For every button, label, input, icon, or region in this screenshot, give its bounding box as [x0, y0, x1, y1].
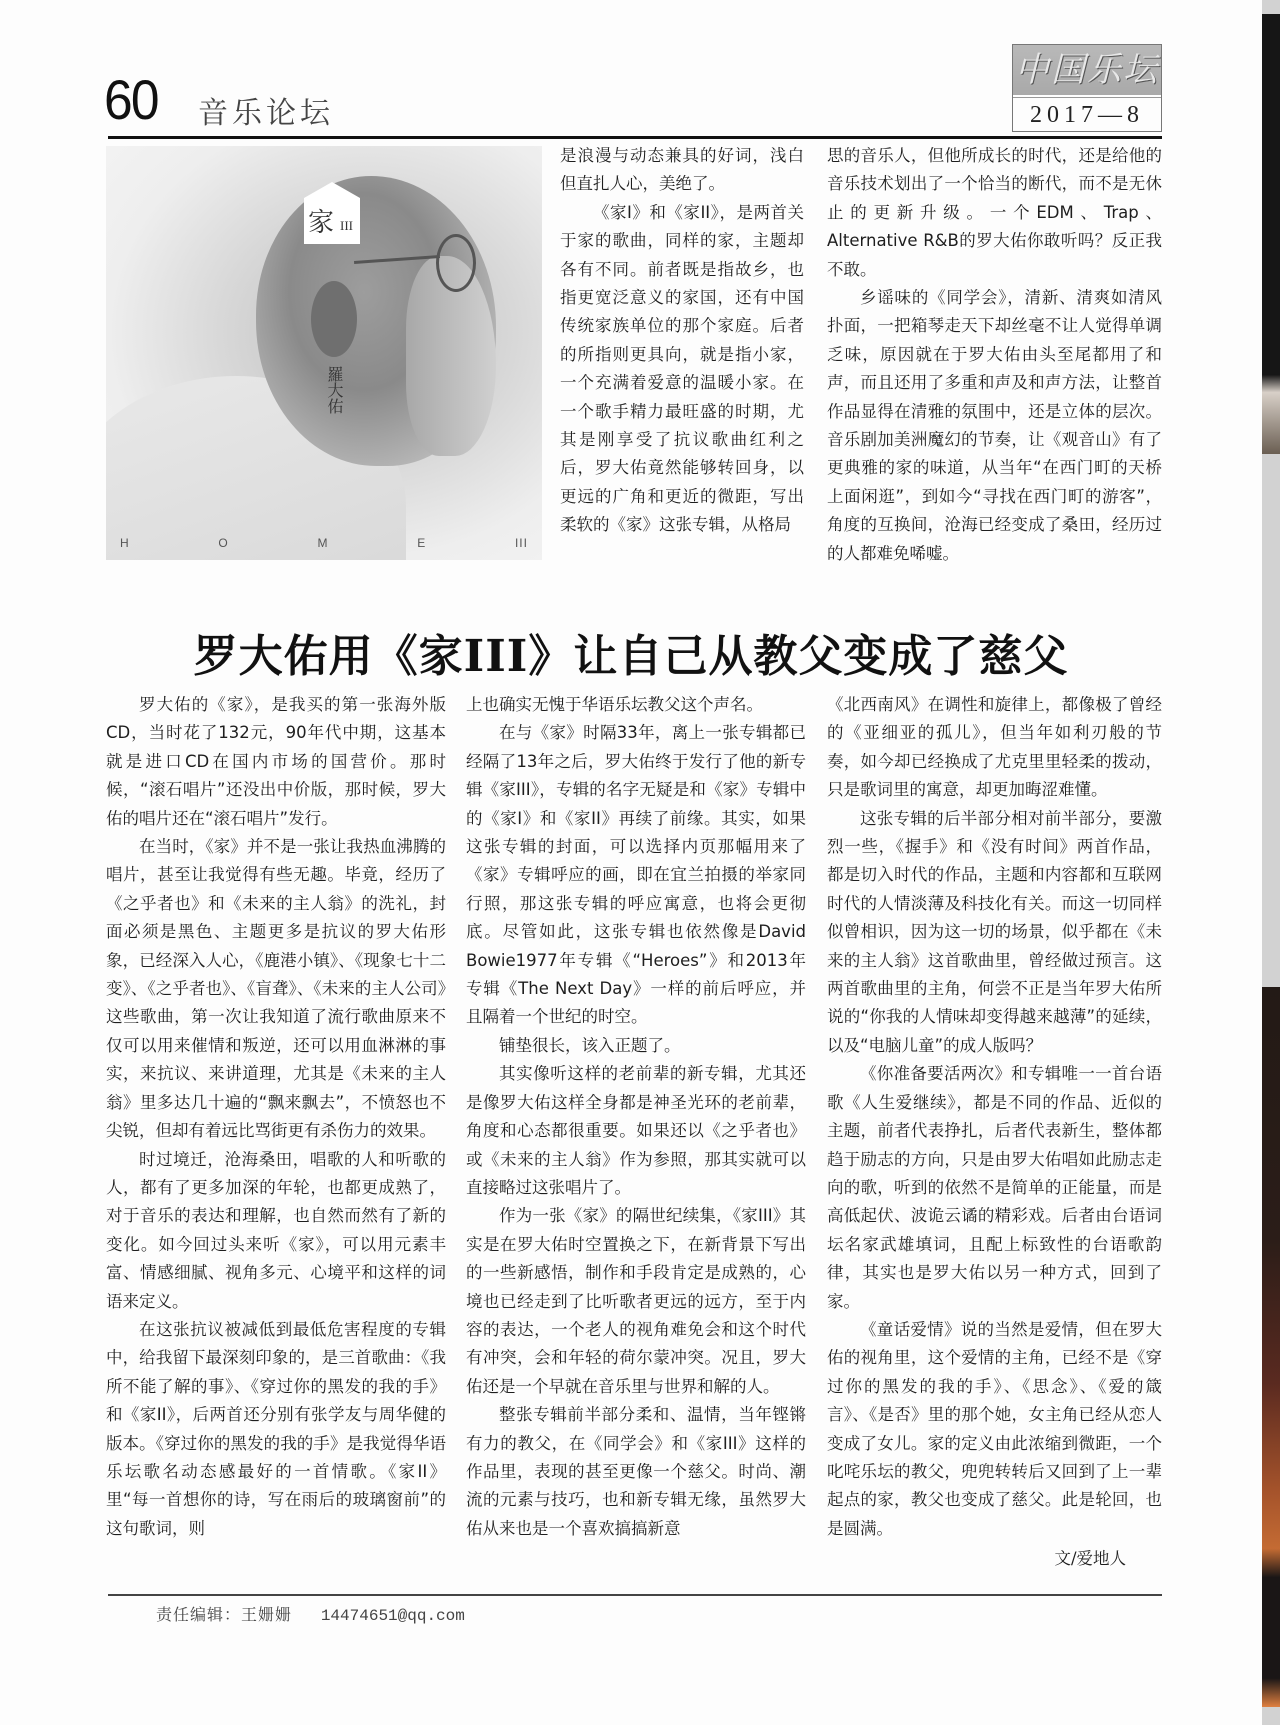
paragraph: 《你准备要活两次》和专辑唯一一首台语歌《人生爱继续》，都是不同的作品、近似的主题，前者代表挣扎，后者代表新生，整体都趋于励志的方向，只是由罗大佑唱如此励志走向的歌，听到的依然不是简单的正能量，而是高低起伏、波诡云谲的精彩戏。后者由台语词坛名家武雄填词，且配上标致性的台语歌韵律，其实也是罗大佑以另一种方式，回到了家。: [827, 1064, 1162, 1311]
cover-title-numeral: III: [340, 218, 353, 233]
adjacent-photo-bottom: [1262, 987, 1280, 1707]
issue-date: 2017—8: [1013, 97, 1161, 132]
paragraph: 罗大佑的《家》，是我买的第一张海外版CD，当时花了132元，90年代中期，这基本就是进口CD在国内市场的国营价。那时候，“滚石唱片”还没出中价版，那时候，罗大佑的唱片还在“滚石唱片”发行。: [106, 695, 446, 828]
footer-rule: [108, 1594, 1162, 1596]
author-byline: 文/爱地人: [1054, 1549, 1126, 1569]
paragraph: 是浪漫与动态兼具的好词，浅白但直扎人心，美绝了。: [560, 146, 804, 194]
adjacent-page-edge: [1262, 0, 1280, 1725]
editor-email: 14474651@qq.com: [320, 1607, 465, 1625]
section-title: 音乐论坛: [198, 96, 334, 131]
paragraph: 铺垫很长，该入正题了。: [499, 1035, 681, 1055]
top-right-column: [827, 142, 1162, 568]
article-headline: 罗大佑用《家III》让自己从教父变成了慈父: [193, 631, 1069, 683]
paragraph: 这张专辑的后半部分相对前半部分，要激烈一些，《握手》和《没有时间》两首作品，都是切入时代的作品，主题和内容都和互联网时代的人情淡薄及科技化有关。而这一切同样似曾相识，因为这一切的场景，似乎都在《未来的主人翁》这首歌曲里，曾经做过预言。这两首歌曲里的主角，何尝不正是当年罗大佑所说的“你我的人情味却变得越来越薄”的延续，以及“电脑儿童”的成人版吗？: [827, 808, 1162, 1055]
cover-letter: E: [417, 536, 427, 550]
magazine-logo: 中国乐坛: [1013, 45, 1161, 97]
editor-label: 责任编辑：王姗姗: [156, 1605, 293, 1624]
paragraph: 《北西南风》在调性和旋律上，都像极了曾经的《亚细亚的孤儿》，但当年如利刃般的节奏，如今却已经换成了尤克里里轻柔的拨动，只是歌词里的寓意，却更加晦涩难懂。: [827, 695, 1162, 800]
album-cover-image: [106, 146, 542, 560]
cover-ear: [311, 281, 357, 357]
paragraph: 《童话爱情》说的当然是爱情，但在罗大佑的视角里，这个爱情的主角，已经不是《穿过你的黑发的我的手》、《思念》、《爱的箴言》、《是否》里的那个她，女主角已经从恋人变成了女儿。家的定义由此浓缩到微距，一个叱咤乐坛的教父，兜兜转转后又回到了上一辈起点的家，教父也变成了慈父。此是轮回，也是圆满。: [827, 1319, 1162, 1538]
masthead-box: [1012, 44, 1162, 132]
paragraph: 整张专辑前半部分柔和、温情，当年铿锵有力的教父，在《同学会》和《家III》这样的作品里，表现的甚至更像一个慈父。时尚、潮流的元素与技巧，也和新专辑无缘，虽然罗大佑从来也是一个喜欢搞搞新意: [466, 1405, 806, 1538]
cover-letter: M: [317, 536, 329, 550]
paragraph: 上也确实无愧于华语乐坛教父这个声名。: [466, 695, 763, 714]
header-rule: [108, 136, 1162, 139]
paragraph: 在与《家》时隔33年，离上一张专辑都已经隔了13年之后，罗大佑终于发行了他的新专辑《家III》，专辑的名字无疑是和《家》专辑中的《家I》和《家II》再续了前缘。其实，如果这张专辑的封面，可以选择内页那幅用来了《家》专辑呼应的画，即在宜兰拍摄的举家同行照，那这张专辑的呼应寓意，也将会更彻底。尽管如此，这张专辑也依然像是David Bowie1977年专辑《“Heroes”》和2013年专辑《The Next Day》一样的前后呼应，并且隔着一个世纪的时空。: [466, 723, 806, 1027]
lower-middle-column: [466, 691, 806, 1543]
cover-letter: III: [514, 536, 528, 550]
cover-letter: H: [120, 536, 130, 550]
cover-home-letters: [120, 536, 528, 550]
adjacent-photo-top: [1262, 14, 1280, 454]
house-logo-icon: [304, 182, 360, 244]
paragraph: 思的音乐人，但他所成长的时代，还是给他的音乐技术划出了一个恰当的断代，而不是无休止的更新升级。一个EDM、Trap、Alternative R&B的罗大佑你敢听吗？反正我不敢。: [827, 146, 1162, 279]
paragraph: 乡谣味的《同学会》，清新、清爽如清风扑面，一把箱琴走天下却丝毫不让人觉得单调乏味，原因就在于罗大佑由头至尾都用了和声，而且还用了多重和声及和声方法，让整首作品显得在清雅的氛围中，还是立体的层次。音乐剧加美洲魔幻的节奏，让《观音山》有了更典雅的家的味道，从当年“在西门町的天桥上面闲逛”，到如今“寻找在西门町的游客”，角度的互换间，沧海已经变成了桑田，经历过的人都难免唏嘘。: [827, 288, 1162, 563]
lower-right-column: [827, 691, 1162, 1574]
cover-title-char: 家: [308, 208, 335, 238]
footer-editor-credit: [156, 1602, 465, 1625]
paragraph: 其实像听这样的老前辈的新专辑，尤其还是像罗大佑这样全身都是神圣光环的老前辈，角度和心态都很重要。如果还以《之乎者也》或《未来的主人翁》作为参照，那其实就可以直接略过这张唱片了。: [466, 1064, 806, 1197]
page-number: 60: [104, 68, 158, 131]
top-middle-column: [560, 142, 804, 540]
cover-glasses: [436, 234, 476, 292]
paragraph: 在这张抗议被减低到最低危害程度的专辑中，给我留下最深刻印象的，是三首歌曲：《我所不能了解的事》、《穿过你的黑发的我的手》和《家II》，后两首还分别有张学友与周华健的版本。《穿过你的黑发的我的手》是我觉得华语乐坛歌名动态感最好的一首情歌。《家II》里“每一首想你的诗，写在雨后的玻璃窗前”的这句歌词，则: [106, 1319, 446, 1538]
paragraph: 作为一张《家》的隔世纪续集，《家III》其实是在罗大佑时空置换之下，在新背景下写出的一些新感悟，制作和手段肯定是成熟的，心境也已经走到了比听歌者更远的远方，至于内容的表达，一个老人的视角难免会和这个时代有冲突，会和年轻的荷尔蒙冲突。况且，罗大佑还是一个早就在音乐里与世界和解的人。: [466, 1206, 806, 1396]
paragraph: 在当时，《家》并不是一张让我热血沸腾的唱片，甚至让我觉得有些无趣。毕竟，经历了《之乎者也》和《未来的主人翁》的洗礼，封面必须是黑色、主题更多是抗议的罗大佑形象，已经深入人心，《鹿港小镇》、《现象七十二变》、《之乎者也》、《盲聋》、《未来的主人公司》这些歌曲，第一次让我知道了流行歌曲原来不仅可以用来催情和叛逆，还可以用血淋淋的事实，来抗议、来讲道理，尤其是《未来的主人翁》里多达几十遍的“飘来飘去”，不愤怒也不尖锐，但却有着远比骂街更有杀伤力的效果。: [106, 837, 446, 1141]
cover-letter: O: [218, 536, 229, 550]
cover-artist-name: 羅大佑: [325, 366, 344, 414]
paragraph: 《家I》和《家II》，是两首关于家的歌曲，同样的家，主题却各有不同。前者既是指故乡，也指更宽泛意义的家国，还有中国传统家族单位的那个家庭。后者的所指则更具向，就是指小家，一个充满着爱意的温暖小家。在一个歌手精力最旺盛的时期，尤其是刚享受了抗议歌曲红利之后，罗大佑竟然能够转回身，以更远的广角和更近的微距，写出柔软的《家》这张专辑，从格局: [560, 202, 804, 535]
paragraph: 时过境迁，沧海桑田，唱歌的人和听歌的人，都有了更多加深的年轮，也都更成熟了，对于音乐的表达和理解，也自然而然有了新的变化。如今回过头来听《家》，可以用元素丰富、情感细腻、视角多元、心境平和这样的词语来定义。: [106, 1149, 446, 1311]
lower-left-column: [106, 691, 446, 1543]
